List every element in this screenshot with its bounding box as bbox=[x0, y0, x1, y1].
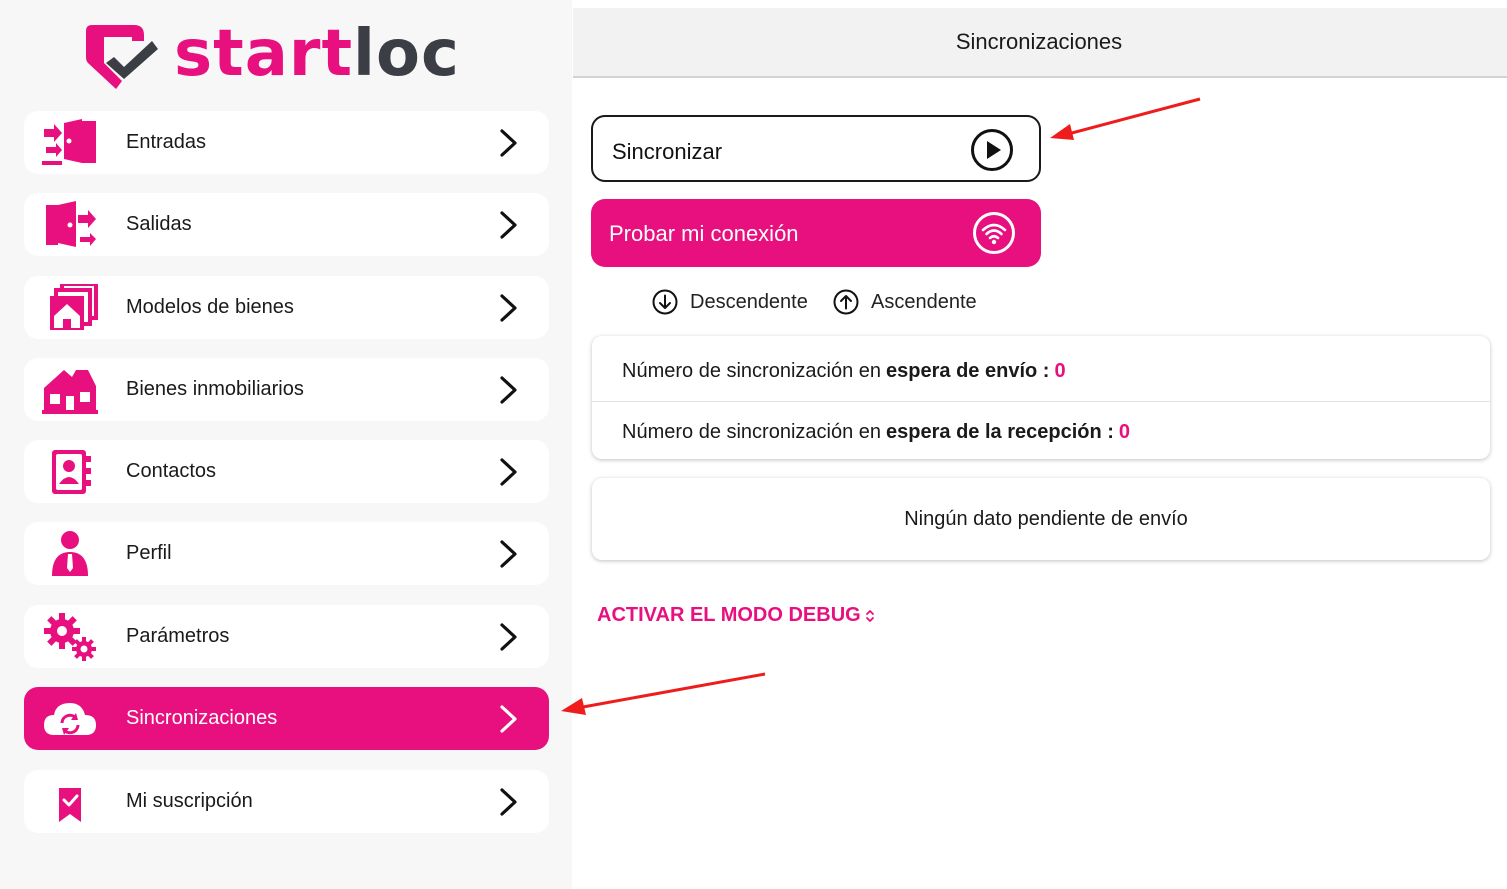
sidebar-item-perfil[interactable] bbox=[24, 522, 549, 585]
sidebar-item-salidas[interactable] bbox=[24, 193, 549, 256]
sidebar-item-label: Salidas bbox=[126, 213, 192, 235]
chevron-right-icon bbox=[496, 375, 522, 405]
arrow-up-circle-icon bbox=[833, 289, 859, 315]
sidebar-item-label: Entradas bbox=[126, 131, 207, 153]
pending-receive-prefix: Número de sincronización en bbox=[622, 420, 882, 443]
contacts-book-icon bbox=[42, 448, 98, 496]
annotation-arrow-icon bbox=[1040, 92, 1210, 146]
cloud-sync-icon bbox=[42, 695, 98, 743]
bookmark-check-icon bbox=[42, 778, 98, 826]
debug-mode-label: ACTIVAR EL MODO DEBUG bbox=[597, 604, 861, 626]
expand-toggle-icon bbox=[864, 607, 876, 625]
sidebar-item-label: Sincronizaciones bbox=[126, 707, 278, 729]
sidebar-item-label: Modelos de bienes bbox=[126, 296, 294, 318]
chevron-right-icon bbox=[496, 210, 522, 240]
sidebar-item-contactos[interactable] bbox=[24, 440, 549, 503]
sort-descending-option[interactable] bbox=[652, 287, 808, 317]
sync-button-label: Sincronizar bbox=[612, 139, 723, 164]
sidebar-item-sincronizaciones[interactable] bbox=[24, 687, 549, 750]
chevron-right-icon bbox=[496, 128, 522, 158]
page-header bbox=[573, 8, 1507, 78]
sidebar-item-mi-suscripcion[interactable] bbox=[24, 770, 549, 833]
sidebar-item-entradas[interactable] bbox=[24, 111, 549, 174]
sidebar-item-modelos-de-bienes[interactable] bbox=[24, 276, 549, 339]
wifi-circle-icon bbox=[972, 211, 1016, 255]
pending-send-bold: espera de envío : bbox=[886, 360, 1050, 382]
logo-mark-icon bbox=[84, 19, 160, 95]
test-connection-label: Probar mi conexión bbox=[609, 221, 799, 246]
pending-receive-row bbox=[592, 401, 1490, 462]
page-title: Sincronizaciones bbox=[955, 29, 1123, 54]
play-circle-icon bbox=[970, 128, 1014, 172]
sidebar-item-label: Contactos bbox=[126, 460, 217, 482]
empty-state-card bbox=[592, 478, 1490, 560]
empty-state-message: Ningún dato pendiente de envío bbox=[904, 507, 1188, 530]
pending-receive-bold: espera de la recepción : bbox=[886, 420, 1114, 443]
chevron-right-icon bbox=[496, 293, 522, 323]
sync-button[interactable] bbox=[591, 115, 1041, 182]
door-enter-icon bbox=[42, 119, 98, 167]
test-connection-button[interactable] bbox=[591, 199, 1041, 267]
sidebar bbox=[0, 0, 572, 889]
chevron-right-icon bbox=[496, 622, 522, 652]
arrow-down-circle-icon bbox=[652, 289, 678, 315]
sidebar-item-parametros[interactable] bbox=[24, 605, 549, 668]
chevron-right-icon bbox=[496, 457, 522, 487]
door-exit-icon bbox=[42, 201, 98, 249]
chevron-right-icon bbox=[496, 787, 522, 817]
sidebar-item-bienes-inmobiliarios[interactable] bbox=[24, 358, 549, 421]
gears-icon bbox=[42, 613, 98, 661]
sync-stats-card bbox=[592, 336, 1490, 459]
real-estate-icon bbox=[42, 366, 98, 414]
debug-mode-toggle[interactable] bbox=[597, 604, 876, 627]
startloc-logo bbox=[84, 18, 460, 96]
pending-send-count: 0 bbox=[1054, 360, 1066, 382]
pending-send-row bbox=[592, 341, 1490, 402]
pending-send-prefix: Número de sincronización en bbox=[622, 360, 882, 382]
sort-ascending-label: Ascendente bbox=[871, 290, 977, 313]
sidebar-item-label: Bienes inmobiliarios bbox=[126, 378, 304, 400]
chevron-right-icon bbox=[496, 704, 522, 734]
annotation-arrow-icon bbox=[555, 666, 775, 722]
sidebar-item-label: Perfil bbox=[126, 542, 172, 564]
user-icon bbox=[42, 530, 98, 578]
sort-descending-label: Descendente bbox=[690, 290, 808, 313]
sidebar-item-label: Mi suscripción bbox=[126, 790, 253, 812]
pending-receive-count: 0 bbox=[1118, 420, 1131, 443]
logo-wordmark: startloc bbox=[174, 17, 460, 91]
house-templates-icon bbox=[42, 284, 98, 332]
sort-ascending-option[interactable] bbox=[833, 287, 977, 317]
chevron-right-icon bbox=[496, 539, 522, 569]
sidebar-item-label: Parámetros bbox=[126, 625, 230, 647]
